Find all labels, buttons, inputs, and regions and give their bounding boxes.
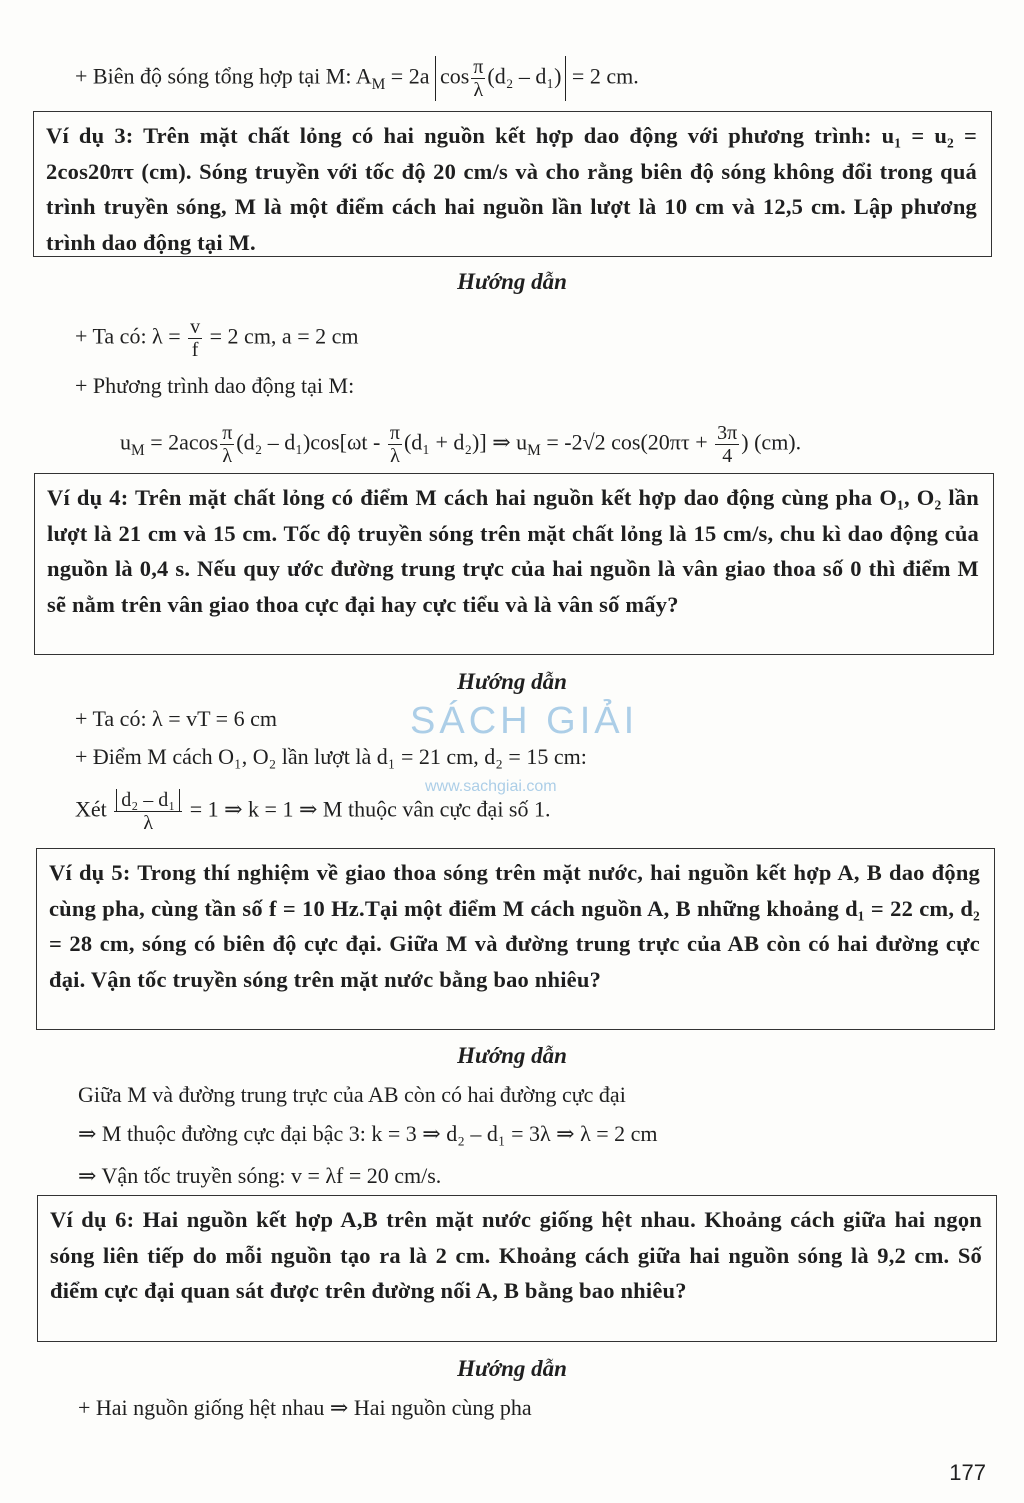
example-4-body: Trên mặt chất lỏng có điểm M cách hai nguồn kết hợp dao động cùng pha O₁, O₂ lần lượt là 21 cm và 15 cm. Tốc độ truyền sóng trên mặt chất lỏng là 15 cm/s, chu kì dao động của nguồn là 0,4 s. Nếu quy ước đường trung trực của hai nguồn là vân giao thoa số 0 thì điểm M sẽ nằm trên vân giao thoa cực đại hay cực tiểu và là vân số mấy?: [47, 485, 979, 617]
frac-num: π: [389, 422, 400, 444]
frac-den: λ: [220, 444, 234, 467]
g3-d: (d₁ + d₂)] ⇒ u: [403, 429, 528, 455]
frac-num: 3π: [717, 422, 738, 444]
example-5-body: Trong thí nghiệm về giao thoa sóng trên mặt nước, hai nguồn kết hợp A, B dao động cùng pha, cùng tần số f = 10 Hz.Tại một điểm M cách nguồn A, B những khoảng d₁ = 22 cm, d₂ = 28 cm, sóng có biên độ cực đại. Giữa M và đường trung trực của AB còn có hai đường cực đại. Vận tốc truyền sóng trên mặt nước bằng bao nhiêu?: [49, 860, 980, 992]
amp-eq: = 2a: [385, 63, 430, 89]
frac-num: π: [222, 422, 233, 444]
frac-num: v: [190, 316, 201, 338]
g3-line1: [75, 316, 358, 361]
g4-line1: + Ta có: λ = vT = 6 cm: [75, 706, 277, 731]
example-3-label: Ví dụ 3:: [46, 123, 134, 148]
example-3-box: [33, 111, 992, 257]
abs-diff: d₂ – d₁: [116, 789, 180, 811]
g3-e: = -2√2 cos(20πτ +: [540, 429, 714, 455]
amp-prefix: + Biên độ sóng tổng hợp tại M: A: [75, 63, 372, 89]
g3-f: ) (cm).: [741, 429, 802, 455]
example-5-label: Ví dụ 5:: [49, 860, 131, 885]
frac-num: [114, 788, 182, 811]
example-3-text: [46, 118, 977, 260]
example-4-box: [34, 473, 994, 655]
watermark-url: www.sachgiai.com: [425, 778, 557, 795]
g4-result: = 1 ⇒ k = 1 ⇒ M thuộc vân cực đại số 1.: [184, 796, 551, 822]
page-number: 177: [949, 1460, 986, 1485]
g3-l1-a: + Ta có: λ =: [75, 323, 187, 349]
amp-result: = 2 cm.: [571, 63, 639, 89]
abs-diff-over-lambda: [114, 788, 182, 834]
g3-acos: = 2acos: [144, 429, 219, 455]
g3-sub2: M: [527, 441, 541, 459]
frac-den: λ: [388, 444, 402, 467]
three-pi-over-four: [715, 422, 739, 467]
example-5-box: [36, 848, 995, 1030]
g3-l1-b: = 2 cm, a = 2 cm: [204, 323, 359, 349]
watermark-brand: SÁCH GIẢI: [410, 700, 639, 742]
frac-den: λ: [114, 811, 182, 834]
guide-heading-6: Hướng dẫn: [457, 1356, 567, 1381]
guide-heading-3: Hướng dẫn: [457, 269, 567, 294]
pi-over-lambda-2: [388, 422, 402, 467]
cos-text: cos: [439, 63, 470, 89]
g5-line2: ⇒ M thuộc đường cực đại bậc 3: k = 3 ⇒ d₂ – d₁ = 3λ ⇒ λ = 2 cm: [78, 1121, 658, 1146]
v-over-f: [188, 316, 202, 361]
g3-c: (d₂ – d₁)cos[ωt -: [236, 429, 386, 455]
pi-over-lambda-1: [220, 422, 234, 467]
amplitude-line: [75, 56, 639, 101]
g5-line3: ⇒ Vận tốc truyền sóng: v = λf = 20 cm/s.: [78, 1163, 442, 1188]
example-6-box: [37, 1195, 997, 1342]
g3-line3: [120, 422, 801, 467]
example-5-text: [49, 855, 980, 997]
frac-den: λ: [471, 78, 485, 101]
g4-line2: + Điểm M cách O₁, O₂ lần lượt là d₁ = 21 cm, d₂ = 15 cm:: [75, 744, 587, 769]
frac-den: 4: [715, 444, 739, 467]
amp-sub: M: [371, 75, 386, 93]
guide-heading-4: Hướng dẫn: [457, 669, 567, 694]
example-3-body: Trên mặt chất lỏng có hai nguồn kết hợp dao động với phương trình: u₁ = u₂ = 2cos20πτ (cm). Sóng truyền với tốc độ 20 cm/s và cho rằng biên độ sóng không đổi trong quá trình truyền sóng, M là một điểm cách hai nguồn lần lượt là 10 cm và 12,5 cm. Lập phương trình dao động tại M.: [46, 123, 978, 255]
example-4-label: Ví dụ 4:: [47, 485, 129, 510]
g3-line2: + Phương trình dao động tại M:: [75, 373, 355, 398]
example-4-text: [47, 480, 979, 622]
example-6-text: [50, 1202, 982, 1309]
abs-expression: [435, 56, 566, 101]
g3-u: u: [120, 429, 131, 455]
frac-num: π: [473, 56, 484, 78]
guide-heading-5: Hướng dẫn: [457, 1043, 567, 1068]
g4-xet: Xét: [75, 796, 113, 822]
g6-line1: + Hai nguồn giống hệt nhau ⇒ Hai nguồn cùng pha: [78, 1395, 532, 1420]
example-6-body: Hai nguồn kết hợp A,B trên mặt nước giống hệt nhau. Khoảng cách giữa hai ngọn sóng liên tiếp do mỗi nguồn tạo ra là 2 cm. Khoảng cách giữa hai nguồn sóng là 9,2 cm. Số điểm cực đại quan sát được trên đường nối A, B bằng bao nhiêu?: [50, 1207, 982, 1303]
g5-line1: Giữa M và đường trung trực của AB còn có hai đường cực đại: [78, 1082, 626, 1107]
pi-over-lambda: [471, 56, 485, 101]
g3-sub: M: [131, 441, 145, 459]
example-6-label: Ví dụ 6:: [50, 1207, 135, 1232]
frac-den: f: [188, 338, 202, 361]
diff-text: (d₂ – d₁): [487, 63, 562, 89]
